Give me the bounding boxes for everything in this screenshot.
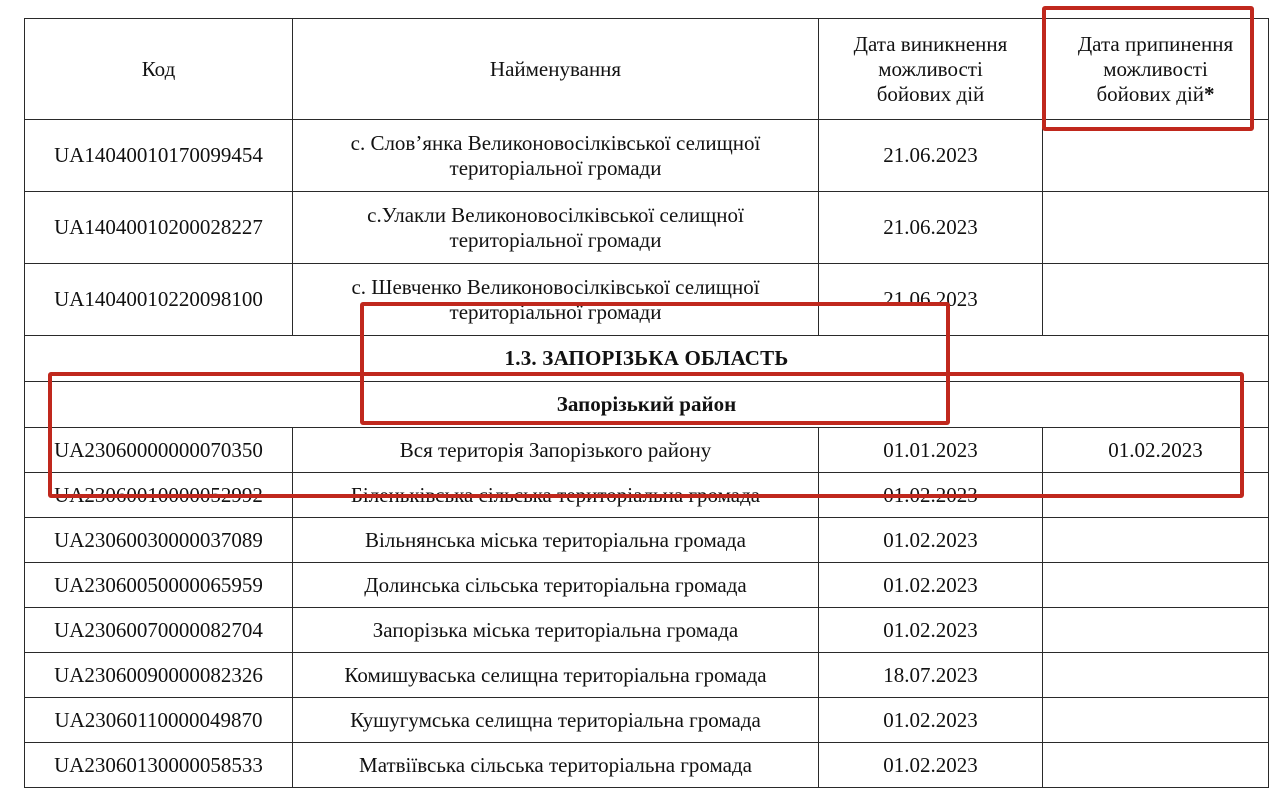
row-name: Біленьківська сільська територіальна громада [293,473,819,518]
section-raion-row [25,382,1269,428]
row-start-date: 18.07.2023 [819,653,1043,698]
row-name [293,264,819,336]
header-row [25,19,1269,120]
row-end-date [1043,264,1269,336]
row-name-line: с. Слов’янка Великоновосілківської селищної [350,130,761,155]
header-end-line: можливості [1103,56,1208,81]
header-end-date [1043,19,1269,120]
row-name [293,192,819,264]
row-code: UA23060070000082704 [25,608,293,653]
row-name-line: с. Шевченко Великоновосілківської селищної [351,274,760,299]
row-start-date: 01.02.2023 [819,473,1043,518]
table-row [25,563,1269,608]
row-end-date [1043,192,1269,264]
row-end-date [1043,743,1269,788]
section-oblast-row [25,336,1269,382]
oblast-heading: 1.3. ЗАПОРІЗЬКА ОБЛАСТЬ [25,336,1269,382]
header-end-line: бойових дій [1096,81,1205,106]
header-end-line: Дата припинення [1077,31,1234,56]
header-code: Код [25,19,293,120]
row-name [293,120,819,192]
row-name: Вся територія Запорізького району [293,428,819,473]
header-start-line: Дата виникнення [853,31,1008,56]
row-code: UA14040010220098100 [25,264,293,336]
row-code: UA23060090000082326 [25,653,293,698]
table-row [25,608,1269,653]
row-start-date: 01.02.2023 [819,743,1043,788]
row-name-line: територіальної громади [449,155,662,180]
row-start-date: 21.06.2023 [819,192,1043,264]
row-end-date [1043,518,1269,563]
row-end-date [1043,698,1269,743]
row-start-date: 01.02.2023 [819,518,1043,563]
header-start-line: можливості [878,56,983,81]
row-end-date [1043,608,1269,653]
row-code: UA23060000000070350 [25,428,293,473]
header-start-line: бойових дій [876,81,985,106]
row-name: Матвіївська сільська територіальна громада [293,743,819,788]
table-row [25,428,1269,473]
row-code: UA23060130000058533 [25,743,293,788]
row-code: UA23060050000065959 [25,563,293,608]
row-name-line: с.Улакли Великоновосілківської селищної [367,202,744,227]
row-end-date: 01.02.2023 [1043,428,1269,473]
table-row [25,698,1269,743]
header-start-date [819,19,1043,120]
row-start-date: 01.02.2023 [819,698,1043,743]
row-start-date: 01.01.2023 [819,428,1043,473]
row-start-date: 21.06.2023 [819,120,1043,192]
row-start-date: 01.02.2023 [819,563,1043,608]
row-name-line: територіальної громади [449,299,662,324]
table-row [25,743,1269,788]
table-row [25,120,1269,192]
table-row [25,264,1269,336]
row-end-date [1043,473,1269,518]
row-name-line: територіальної громади [449,227,662,252]
footnote-asterisk: * [1204,81,1215,106]
row-start-date: 01.02.2023 [819,608,1043,653]
row-code: UA23060110000049870 [25,698,293,743]
row-name: Комишуваська селищна територіальна громада [293,653,819,698]
row-name: Долинська сільська територіальна громада [293,563,819,608]
row-name: Вільнянська міська територіальна громада [293,518,819,563]
row-name: Запорізька міська територіальна громада [293,608,819,653]
territory-table [24,18,1269,788]
row-end-date [1043,120,1269,192]
row-start-date: 21.06.2023 [819,264,1043,336]
row-end-date [1043,653,1269,698]
row-end-date [1043,563,1269,608]
table-row [25,192,1269,264]
row-code: UA14040010170099454 [25,120,293,192]
table-row [25,653,1269,698]
header-name: Найменування [293,19,819,120]
table-row [25,473,1269,518]
row-code: UA23060010000052992 [25,473,293,518]
row-name: Кушугумська селищна територіальна громада [293,698,819,743]
row-code: UA23060030000037089 [25,518,293,563]
raion-heading: Запорізький район [25,382,1269,428]
row-code: UA14040010200028227 [25,192,293,264]
table-row [25,518,1269,563]
